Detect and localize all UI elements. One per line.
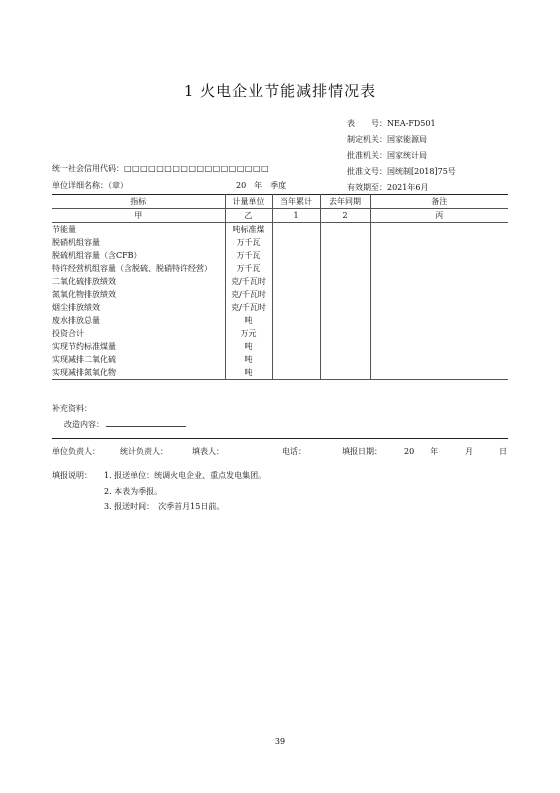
code-1: 1 [272, 209, 320, 223]
cumulative-cell[interactable] [272, 288, 320, 301]
table-row [52, 366, 508, 380]
remarks-cell[interactable] [370, 236, 508, 249]
retrofit-line [64, 418, 186, 430]
cumulative-cell[interactable] [272, 223, 320, 237]
indicator-cell: 实现减排氮氧化物 [52, 366, 225, 380]
credit-code-boxes[interactable]: □□□□□□□□□□□□□□□□□□ [124, 164, 270, 173]
form-meta-block [347, 117, 456, 194]
energy-saving-table [52, 194, 508, 380]
table-row [52, 223, 508, 237]
remarks-cell[interactable] [370, 262, 508, 275]
unit-cell: 万千瓦 [225, 236, 272, 249]
unit-cell: 克/千瓦时 [225, 288, 272, 301]
last-year-cell[interactable] [320, 314, 370, 327]
table-row [52, 340, 508, 353]
table-header-row [52, 195, 508, 209]
note-item-2: 2. 本表为季报。 [104, 487, 163, 496]
credit-code-label: 统一社会信用代码： [52, 164, 124, 173]
indicator-cell: 二氧化硫排放绩效 [52, 275, 225, 288]
header-last-year: 去年同期 [320, 195, 370, 209]
unit-name-label: 单位详细名称：（章） [52, 181, 128, 190]
last-year-cell[interactable] [320, 301, 370, 314]
cumulative-cell[interactable] [272, 314, 320, 327]
retrofit-input[interactable] [106, 418, 186, 427]
unit-cell: 克/千瓦时 [225, 301, 272, 314]
cumulative-cell[interactable] [272, 327, 320, 340]
sig-filler: 填表人： [192, 447, 224, 456]
remarks-cell[interactable] [370, 340, 508, 353]
remarks-cell[interactable] [370, 353, 508, 366]
table-row [52, 301, 508, 314]
unit-cell: 吨 [225, 340, 272, 353]
issuing-authority: 制定机关：国家能源局 [347, 135, 427, 144]
page-number: 39 [274, 737, 286, 746]
indicator-cell: 氮氧化物排放绩效 [52, 288, 225, 301]
indicator-cell: 实现减排二氧化硫 [52, 353, 225, 366]
indicator-cell: 特许经营机组容量（含脱硫、脱硝特许经营） [52, 262, 225, 275]
report-period: 20 年 季度 [236, 181, 287, 190]
unit-cell: 克/千瓦时 [225, 275, 272, 288]
note-item-3: 3. 报送时间： 次季首月15日前。 [104, 502, 225, 511]
remarks-cell[interactable] [370, 275, 508, 288]
sig-phone: 电话： [282, 447, 306, 456]
form-number: 表 号：NEA-FD501 [347, 119, 436, 128]
cumulative-cell[interactable] [272, 340, 320, 353]
sig-day: 日 [499, 447, 507, 456]
indicator-cell: 节能量 [52, 223, 225, 237]
sig-unit-head: 单位负责人： [52, 447, 100, 456]
remarks-cell[interactable] [370, 301, 508, 314]
unit-cell: 万千瓦 [225, 249, 272, 262]
valid-until: 有效期至：2021年6月 [347, 183, 429, 192]
remarks-cell[interactable] [370, 249, 508, 262]
last-year-cell[interactable] [320, 262, 370, 275]
unit-cell: 万千瓦 [225, 262, 272, 275]
sig-stat-head: 统计负责人： [120, 447, 168, 456]
last-year-cell[interactable] [320, 353, 370, 366]
table-code-row [52, 209, 508, 223]
header-remarks: 备注 [370, 195, 508, 209]
remarks-cell[interactable] [370, 327, 508, 340]
code-c: 丙 [370, 209, 508, 223]
section-divider [52, 438, 508, 439]
cumulative-cell[interactable] [272, 262, 320, 275]
cumulative-cell[interactable] [272, 353, 320, 366]
last-year-cell[interactable] [320, 366, 370, 380]
last-year-cell[interactable] [320, 275, 370, 288]
indicator-cell: 烟尘排放绩效 [52, 301, 225, 314]
indicator-cell: 投资合计 [52, 327, 225, 340]
cumulative-cell[interactable] [272, 249, 320, 262]
last-year-cell[interactable] [320, 327, 370, 340]
supplement-label: 补充资料： [52, 404, 92, 413]
header-cumulative: 当年累计 [272, 195, 320, 209]
last-year-cell[interactable] [320, 249, 370, 262]
table-row [52, 353, 508, 366]
table-row [52, 275, 508, 288]
table-row [52, 249, 508, 262]
note-item-1: 1. 报送单位：统调火电企业、重点发电集团。 [104, 471, 267, 480]
remarks-cell[interactable] [370, 366, 508, 380]
approving-authority: 批准机关：国家统计局 [347, 151, 427, 160]
last-year-cell[interactable] [320, 223, 370, 237]
cumulative-cell[interactable] [272, 301, 320, 314]
table-row [52, 236, 508, 249]
header-unit: 计量单位 [225, 195, 272, 209]
notes-label: 填报说明： [52, 471, 92, 480]
cumulative-cell[interactable] [272, 236, 320, 249]
last-year-cell[interactable] [320, 340, 370, 353]
indicator-cell: 废水排放总量 [52, 314, 225, 327]
sig-year: 20 年 [404, 447, 439, 456]
header-indicator: 指标 [52, 195, 225, 209]
table-row [52, 288, 508, 301]
code-b: 乙 [225, 209, 272, 223]
unit-cell: 吨标准煤 [225, 223, 272, 237]
unit-cell: 吨 [225, 353, 272, 366]
sig-date-label: 填报日期： [342, 447, 382, 456]
sig-month: 月 [465, 447, 473, 456]
table-row [52, 314, 508, 327]
code-a: 甲 [52, 209, 225, 223]
unit-cell: 吨 [225, 366, 272, 380]
retrofit-label: 改造内容： [64, 420, 104, 429]
last-year-cell[interactable] [320, 236, 370, 249]
last-year-cell[interactable] [320, 288, 370, 301]
remarks-cell[interactable] [370, 223, 508, 237]
page-title: 1 火电企业节能减排情况表 [183, 82, 377, 100]
cumulative-cell[interactable] [272, 275, 320, 288]
indicator-cell: 脱硫机组容量（含CFB） [52, 249, 225, 262]
approval-number: 批准文号：国统制[2018]75号 [347, 167, 456, 176]
unit-cell: 吨 [225, 314, 272, 327]
credit-code-line [52, 163, 269, 174]
remarks-cell[interactable] [370, 288, 508, 301]
cumulative-cell[interactable] [272, 366, 320, 380]
unit-cell: 万元 [225, 327, 272, 340]
table-row [52, 262, 508, 275]
code-2: 2 [320, 209, 370, 223]
indicator-cell: 脱硝机组容量 [52, 236, 225, 249]
table-row [52, 327, 508, 340]
indicator-cell: 实现节约标准煤量 [52, 340, 225, 353]
remarks-cell[interactable] [370, 314, 508, 327]
